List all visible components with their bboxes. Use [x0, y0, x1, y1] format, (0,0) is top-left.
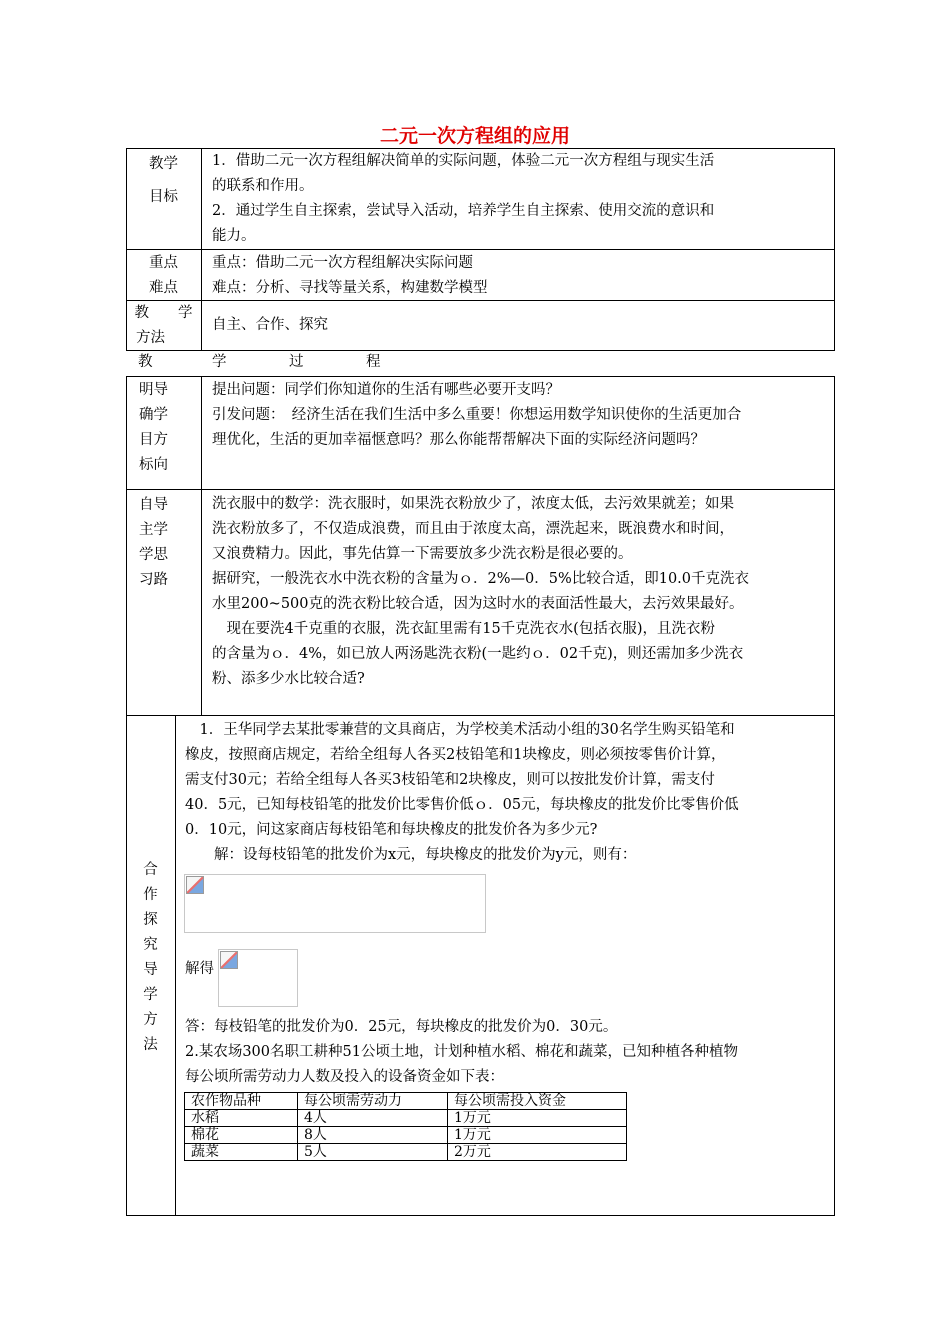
objectives-label-line2: 目标 [149, 189, 178, 205]
problem1-line-3: 需支付30元；若给全组每人各买3枝铅笔和2块橡皮，则可以按批发价计算，需支付 [185, 772, 715, 788]
table-header-cell: 农作物品种 [185, 1093, 298, 1110]
cooperation-label-7: 方 [143, 1012, 158, 1028]
method-label-line1: 教 学 [134, 305, 193, 321]
cooperation-label-3: 探 [143, 912, 158, 928]
objectives-line-3: 2．通过学生自主探索，尝试导入活动，培养学生自主探索、使用交流的意识和 [212, 203, 715, 219]
table-row [185, 1110, 627, 1127]
key-point-line: 重点：借助二元一次方程组解决实际问题 [212, 255, 473, 271]
problem2-line-2: 每公顷所需劳动力人数及投入的设备资金如下表： [185, 1069, 504, 1085]
cooperation-label-1: 合 [143, 862, 158, 878]
problem1-line-1: 1．王华同学去某批零兼营的文具商店，为学校美术活动小组的30名学生购买铅笔和 [185, 722, 735, 738]
table-header-cell: 每公顷需投入资金 [448, 1093, 627, 1110]
page-title: 二元一次方程组的应用 [379, 125, 570, 147]
table-cell: 水稻 [185, 1110, 298, 1127]
table-cell: 1万元 [448, 1127, 627, 1144]
solution-line: 解：设每枝铅笔的批发价为x元，每块橡皮的批发价为y元，则有： [185, 847, 637, 863]
guide-goal-label-3: 目方 [139, 432, 168, 448]
key-points-label-line2: 难点 [149, 280, 178, 296]
problem1-line-4: 40．5元，已知每枝铅笔的批发价比零售价低ｏ．05元，每块橡皮的批发价比零售价低 [185, 797, 739, 813]
self-study-line-3: 又浪费精力。因此，事先估算一下需要放多少洗衣粉是很必要的。 [212, 546, 633, 562]
guide-goal-label-4: 标向 [139, 457, 168, 473]
table-header-cell: 每公顷需劳动力 [298, 1093, 448, 1110]
process-header-char-3: 过 [289, 354, 304, 370]
process-header-char-2: 学 [212, 354, 227, 370]
table-cell: 蔬菜 [185, 1144, 298, 1161]
method-label-line2: 方法 [136, 330, 165, 346]
table-cell: 4人 [298, 1110, 448, 1127]
table-cell: 1万元 [448, 1110, 627, 1127]
process-header-char-1: 教 [138, 354, 153, 370]
objectives-line-2: 的联系和作用。 [212, 178, 314, 194]
cooperation-label-4: 究 [143, 937, 158, 953]
cooperation-label-6: 学 [143, 987, 158, 1003]
table-header-row [185, 1093, 627, 1110]
guide-goal-line-1: 提出问题：同学们你知道你的生活有哪些必要开支吗？ [212, 382, 560, 398]
self-study-line-2: 洗衣粉放多了，不仅造成浪费，而且由于浓度太高，漂洗起来，既浪费水和时间， [212, 521, 734, 537]
table-row [185, 1144, 627, 1161]
problem2-line-1: 2.某农场300名职工耕种51公顷土地，计划种植水稻、棉花和蔬菜，已知种植各种植物 [185, 1044, 738, 1060]
self-study-label-1: 自导 [139, 497, 168, 513]
method-text: 自主、合作、探究 [212, 317, 328, 333]
problem1-line-5: 0．10元，问这家商店每枝铅笔和每块橡皮的批发价各为多少元? [185, 822, 598, 838]
cooperation-label-2: 作 [143, 887, 158, 903]
self-study-line-8: 粉、添多少水比较合适? [212, 671, 365, 687]
objectives-line-4: 能力。 [212, 228, 256, 244]
process-header-char-4: 程 [366, 354, 381, 370]
guide-goal-label-1: 明导 [139, 382, 168, 398]
difficulty-line: 难点：分析、寻找等量关系，构建数学模型 [212, 280, 488, 296]
self-study-label-2: 主学 [139, 522, 168, 538]
table-cell: 棉花 [185, 1127, 298, 1144]
guide-goal-line-3: 理优化，生活的更加幸福惬意吗？那么你能帮帮解决下面的实际经济问题吗？ [212, 432, 705, 448]
objectives-line-1: 1．借助二元一次方程组解决简单的实际问题，体验二元一次方程组与现实生活 [212, 153, 715, 169]
cooperation-label-8: 法 [143, 1037, 158, 1053]
guide-goal-label-2: 确学 [139, 407, 168, 423]
objectives-label-line1: 教学 [149, 156, 178, 172]
table-cell: 2万元 [448, 1144, 627, 1161]
cooperation-label-5: 导 [143, 962, 158, 978]
crop-table [184, 1092, 627, 1161]
table-row [185, 1127, 627, 1144]
self-study-line-5: 水里200~500克的洗衣粉比较合适，因为这时水的表面活性最大，去污效果最好。 [212, 596, 744, 612]
self-study-label-4: 习路 [139, 572, 168, 588]
table-cell: 8人 [298, 1127, 448, 1144]
key-points-label-line1: 重点 [149, 255, 178, 271]
self-study-line-7: 的含量为ｏ．4%，如已放人两汤匙洗衣粉(一匙约ｏ．02千克)，则还需加多少洗衣 [212, 646, 744, 662]
self-study-line-6: 现在要洗4千克重的衣服，洗衣缸里需有15千克洗衣水(包括衣服)，且洗衣粉 [212, 621, 715, 637]
self-study-line-4: 据研究，一般洗衣水中洗衣粉的含量为ｏ．2%—0．5%比较合适，即10.0千克洗衣 [212, 571, 750, 587]
answer-line: 答：每枝铅笔的批发价为0．25元，每块橡皮的批发价为0．30元。 [185, 1019, 618, 1035]
broken-image-icon [220, 951, 238, 969]
problem1-line-2: 橡皮，按照商店规定，若给全组每人各买2枝铅笔和1块橡皮，则必须按零售价计算， [185, 747, 726, 763]
self-study-label-3: 学思 [139, 547, 168, 563]
table-cell: 5人 [298, 1144, 448, 1161]
equation-system-image [184, 874, 486, 933]
guide-goal-line-2: 引发问题： 经济生活在我们生活中多么重要！你想运用数学知识使你的生活更加合 [212, 407, 742, 423]
solved-label: 解得 [185, 961, 214, 977]
broken-image-icon [186, 876, 204, 894]
self-study-line-1: 洗衣服中的数学：洗衣服时，如果洗衣粉放少了，浓度太低，去污效果就差；如果 [212, 496, 734, 512]
